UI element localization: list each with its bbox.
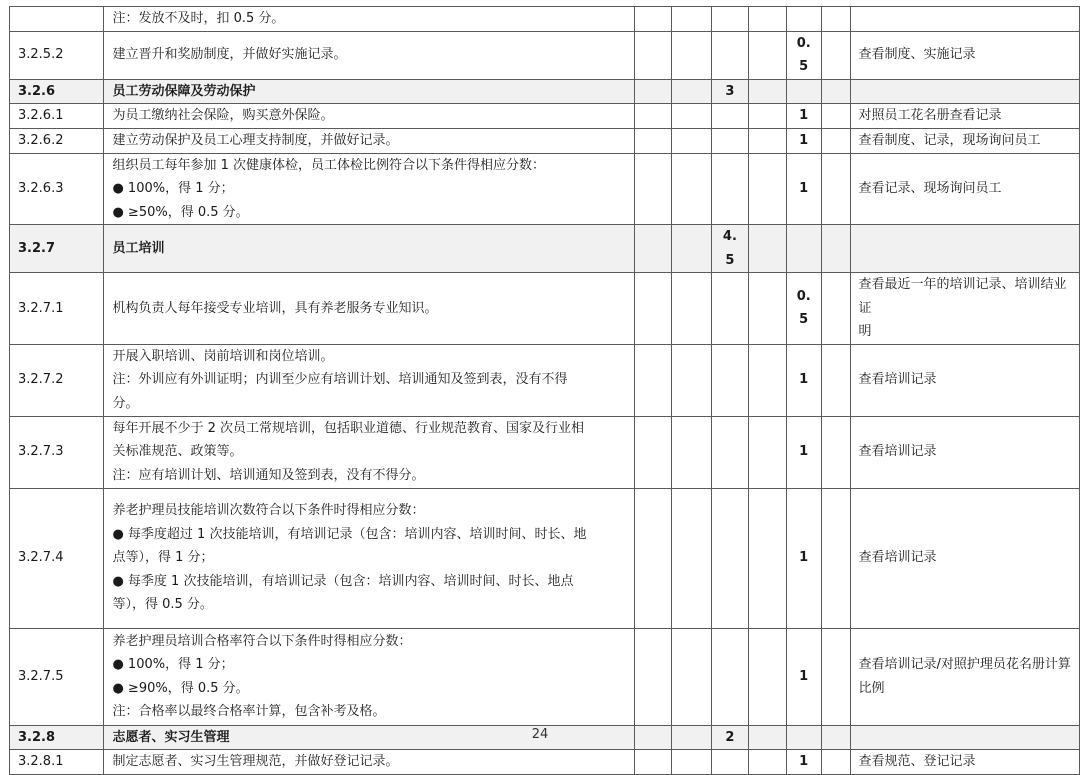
empty-cell: [635, 153, 672, 225]
empty-cell: [635, 628, 672, 725]
item-score: [786, 79, 821, 104]
empty-cell: [672, 31, 712, 79]
empty-cell: [821, 7, 850, 32]
content-line: 每年开展不少于 2 次员工常规培训，包括职业道德、行业规范教育、国家及行业相: [112, 420, 584, 436]
section-score: [711, 416, 748, 488]
item-code: 3.2.6: [10, 79, 104, 104]
content-line: ● 100%，得 1 分；: [112, 181, 234, 196]
table-body: [10, 7, 1080, 775]
item-content: [104, 31, 635, 79]
empty-cell: [821, 79, 850, 104]
item-code: [10, 7, 104, 32]
item-score: 1: [786, 104, 821, 129]
empty-cell: [672, 273, 712, 345]
item-score: 0.5: [786, 31, 821, 79]
content-line: 注：应有培训计划、培训通知及签到表，没有不得分。: [112, 467, 425, 483]
empty-cell: [748, 416, 786, 488]
section-score: [711, 129, 748, 154]
method-line: 查看记录、现场询问员工: [858, 181, 1002, 196]
content-line: 建立劳动保护及员工心理支持制度，并做好记录。: [112, 133, 399, 148]
method-line: 查看最近一年的培训记录、培训结业证: [858, 277, 1067, 316]
section-score: [711, 31, 748, 79]
table-row: [10, 273, 1080, 345]
section-score: 4.5: [711, 225, 748, 273]
empty-cell: [748, 79, 786, 104]
empty-cell: [748, 153, 786, 225]
content-line: ● ≥50%，得 0.5 分。: [112, 204, 249, 220]
table-row: [10, 344, 1080, 416]
item-content: [104, 750, 635, 775]
empty-cell: [672, 344, 712, 416]
empty-cell: [748, 104, 786, 129]
item-score: 1: [786, 488, 821, 628]
content-line: ● 每季度 1 次技能培训，有培训记录（包含：培训内容、培训时间、时长、地点: [112, 573, 574, 589]
method-line: 查看培训记录: [858, 372, 937, 388]
item-content: [104, 79, 635, 104]
method-line: 查看规范、登记记录: [858, 754, 976, 769]
section-score: [711, 628, 748, 725]
empty-cell: [821, 628, 850, 725]
item-code: 3.2.7.2: [10, 344, 104, 416]
content-line: ● ≥90%，得 0.5 分。: [112, 680, 249, 696]
content-line: 注：发放不及时，扣 0.5 分。: [112, 11, 285, 26]
evaluation-method: [850, 488, 1079, 628]
empty-cell: [672, 416, 712, 488]
table-row: [10, 104, 1080, 129]
item-code: 3.2.7.5: [10, 628, 104, 725]
empty-cell: [748, 344, 786, 416]
method-line: 查看培训记录: [858, 550, 937, 566]
empty-cell: [672, 129, 712, 154]
section-score: [711, 750, 748, 775]
item-code: 3.2.8: [10, 725, 104, 750]
content-line: 注：合格率以最终合格率计算，包含补考及格。: [112, 704, 386, 719]
evaluation-method: [850, 416, 1079, 488]
empty-cell: [821, 273, 850, 345]
table-row: [10, 129, 1080, 154]
method-line: 查看培训记录: [858, 444, 937, 460]
content-line: 员工劳动保障及劳动保护: [112, 83, 256, 99]
empty-cell: [635, 79, 672, 104]
empty-cell: [635, 488, 672, 628]
method-line: 对照员工花名册查看记录: [858, 108, 1002, 124]
empty-cell: [821, 488, 850, 628]
item-score: [786, 7, 821, 32]
content-line: 养老护理员技能培训次数符合以下条件时得相应分数：: [112, 503, 425, 519]
content-line: 建立晋升和奖励制度，并做好实施记录。: [112, 47, 347, 63]
content-line: 组织员工每年参加 1 次健康体检，员工体检比例符合以下条件得相应分数：: [112, 157, 545, 173]
item-code: 3.2.7: [10, 225, 104, 273]
method-line: 查看制度、实施记录: [858, 47, 976, 63]
evaluation-method: [850, 273, 1079, 345]
evaluation-method: [850, 129, 1079, 154]
item-code: 3.2.6.2: [10, 129, 104, 154]
item-content: [104, 416, 635, 488]
empty-cell: [672, 488, 712, 628]
empty-cell: [635, 129, 672, 154]
item-score: [786, 225, 821, 273]
item-score: 1: [786, 153, 821, 225]
item-content: [104, 488, 635, 628]
content-line: 为员工缴纳社会保险，购买意外保险。: [112, 108, 334, 124]
item-code: 3.2.5.2: [10, 31, 104, 79]
section-row: [10, 79, 1080, 104]
empty-cell: [672, 79, 712, 104]
content-line: 开展入职培训、岗前培训和岗位培训。: [112, 348, 334, 364]
empty-cell: [672, 225, 712, 273]
evaluation-method: [850, 79, 1079, 104]
empty-cell: [821, 31, 850, 79]
table-row: [10, 488, 1080, 628]
empty-cell: [635, 31, 672, 79]
table-row: [10, 750, 1080, 775]
table-row: [10, 31, 1080, 79]
empty-cell: [635, 416, 672, 488]
evaluation-method: [850, 344, 1079, 416]
empty-cell: [821, 153, 850, 225]
item-score: 1: [786, 416, 821, 488]
evaluation-method: [850, 225, 1079, 273]
item-code: 3.2.7.1: [10, 273, 104, 345]
empty-cell: [672, 628, 712, 725]
item-code: 3.2.8.1: [10, 750, 104, 775]
content-line: ● 每季度超过 1 次技能培训，有培训记录（包含：培训内容、培训时间、时长、地: [112, 526, 587, 542]
section-score: [711, 273, 748, 345]
section-score: [711, 7, 748, 32]
empty-cell: [748, 129, 786, 154]
empty-cell: [748, 273, 786, 345]
item-score: 1: [786, 129, 821, 154]
content-line: 养老护理员培训合格率符合以下条件时得相应分数：: [112, 633, 412, 649]
table-row: [10, 628, 1080, 725]
content-line: 关标准规范、政策等。: [112, 444, 243, 460]
section-score: [711, 153, 748, 225]
content-line: 点等），得 1 分；: [112, 550, 214, 566]
empty-cell: [821, 104, 850, 129]
item-score: 0.5: [786, 273, 821, 345]
content-line: 员工培训: [112, 240, 165, 256]
content-line: 机构负责人每年接受专业培训，具有养老服务专业知识。: [112, 300, 438, 316]
empty-cell: [672, 104, 712, 129]
empty-cell: [748, 31, 786, 79]
section-score: 3: [711, 79, 748, 104]
empty-cell: [748, 225, 786, 273]
empty-cell: [748, 628, 786, 725]
method-line: 查看制度、记录，现场询问员工: [858, 133, 1041, 148]
content-line: 分。: [112, 395, 139, 411]
empty-cell: [748, 750, 786, 775]
empty-cell: [821, 416, 850, 488]
empty-cell: [821, 344, 850, 416]
method-line: 查看培训记录/对照护理员花名册计算: [858, 657, 1071, 672]
evaluation-method: [850, 104, 1079, 129]
section-row: [10, 225, 1080, 273]
item-content: [104, 225, 635, 273]
table-row: [10, 416, 1080, 488]
empty-cell: [821, 750, 850, 775]
content-line: 制定志愿者、实习生管理规范，并做好登记记录。: [112, 754, 399, 769]
item-score: 1: [786, 344, 821, 416]
item-content: [104, 7, 635, 32]
content-line: ● 100%，得 1 分；: [112, 657, 234, 672]
item-content: [104, 628, 635, 725]
evaluation-method: [850, 628, 1079, 725]
item-content: [104, 129, 635, 154]
empty-cell: [635, 104, 672, 129]
empty-cell: [672, 750, 712, 775]
item-content: [104, 344, 635, 416]
empty-cell: [672, 153, 712, 225]
section-score: [711, 344, 748, 416]
evaluation-method: [850, 750, 1079, 775]
item-score: 1: [786, 628, 821, 725]
evaluation-method: [850, 153, 1079, 225]
item-content: [104, 104, 635, 129]
content-line: 等），得 0.5 分。: [112, 597, 213, 613]
method-line: 比例: [858, 680, 885, 696]
section-score: [711, 104, 748, 129]
item-code: 3.2.6.1: [10, 104, 104, 129]
item-score: 1: [786, 750, 821, 775]
empty-cell: [821, 129, 850, 154]
empty-cell: [635, 225, 672, 273]
empty-cell: [748, 488, 786, 628]
empty-cell: [821, 225, 850, 273]
section-score: 2: [711, 725, 748, 750]
empty-cell: [672, 7, 712, 32]
empty-cell: [635, 750, 672, 775]
table-row: [10, 7, 1080, 32]
empty-cell: [635, 273, 672, 345]
item-content: [104, 273, 635, 345]
standards-table: [9, 6, 1080, 775]
content-line: 注：外训应有外训证明；内训至少应有培训计划、培训通知及签到表，没有不得: [112, 372, 568, 388]
empty-cell: [748, 7, 786, 32]
content-line: 志愿者、实习生管理: [112, 729, 230, 745]
item-code: 3.2.6.3: [10, 153, 104, 225]
empty-cell: [635, 344, 672, 416]
item-content: [104, 153, 635, 225]
evaluation-method: [850, 7, 1079, 32]
evaluation-method: [850, 31, 1079, 79]
item-code: 3.2.7.3: [10, 416, 104, 488]
method-line: 明: [858, 324, 872, 339]
item-code: 3.2.7.4: [10, 488, 104, 628]
empty-cell: [635, 7, 672, 32]
page-number: 24: [531, 727, 549, 742]
table-row: [10, 153, 1080, 225]
section-score: [711, 488, 748, 628]
